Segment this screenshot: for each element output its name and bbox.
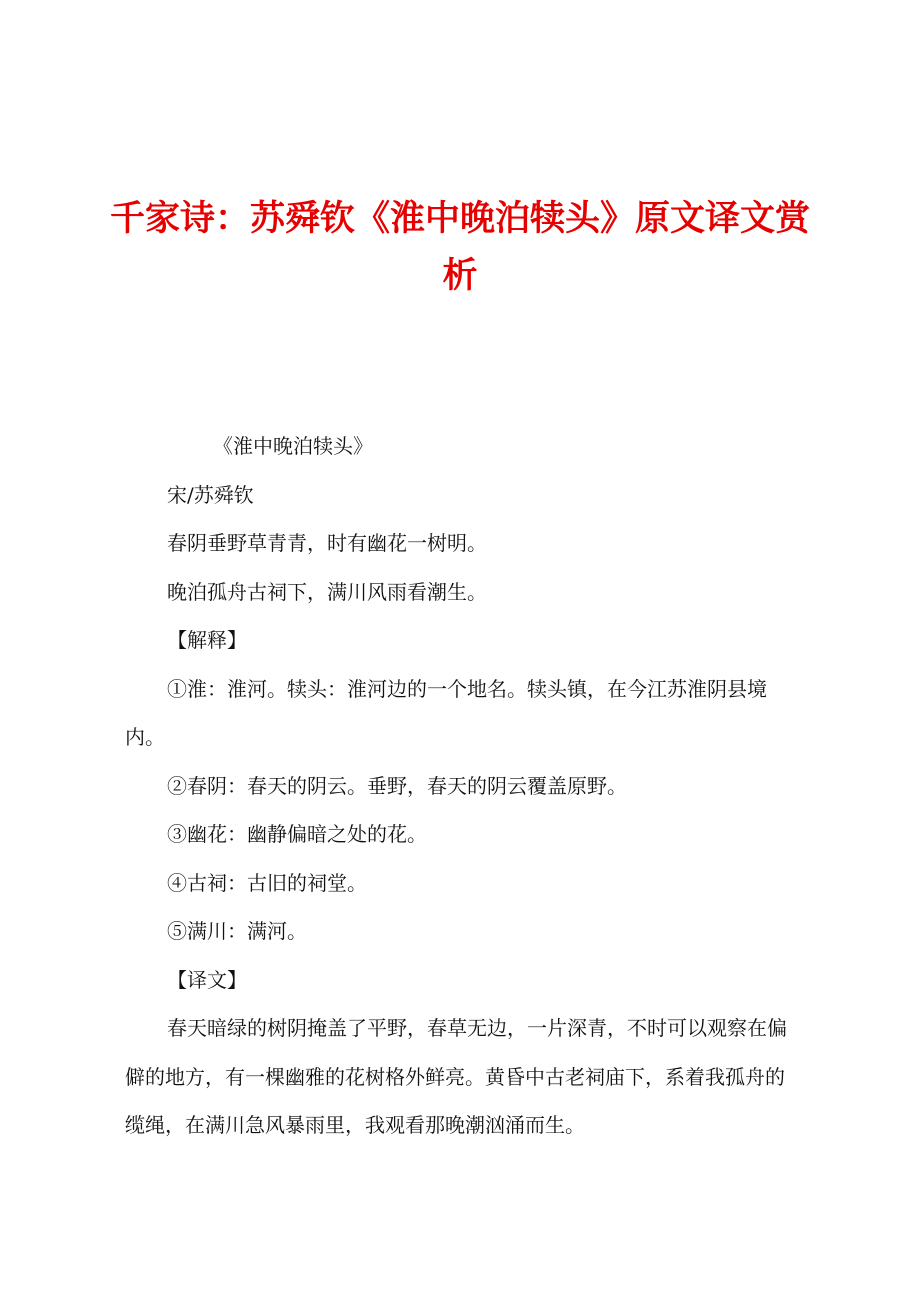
note-2: ②春阴：春天的阴云。垂野，春天的阴云覆盖原野。 bbox=[167, 773, 627, 798]
note-4: ④古祠：古旧的祠堂。 bbox=[167, 870, 367, 895]
document-title: 千家诗：苏舜钦《淮中晚泊犊头》原文译文赏析 bbox=[110, 198, 811, 296]
poem-line-2: 晚泊孤舟古祠下，满川风雨看潮生。 bbox=[167, 579, 487, 604]
poem-author: 宋/苏舜钦 bbox=[167, 482, 254, 507]
note-3: ③幽花：幽静偏暗之处的花。 bbox=[167, 822, 427, 846]
poem-line-1: 春阴垂野草青青，时有幽花一树明。 bbox=[167, 531, 487, 555]
document-body bbox=[125, 422, 795, 1150]
poem-title: 《淮中晚泊犊头》 bbox=[213, 434, 373, 458]
notes-heading: 【解释】 bbox=[167, 628, 247, 652]
translation-text: 春天暗绿的树阴掩盖了平野，春草无边，一片深青，不时可以观察在偏僻的地方，有一棵幽雅的花树格外鲜亮。黄昏中古老祠庙下，系着我孤舟的缆绳，在满川急风暴雨里，我观看那晚潮汹涌而生。 bbox=[125, 1016, 787, 1137]
note-5: ⑤满川：满河。 bbox=[167, 919, 307, 943]
note-1: ①淮：淮河。犊头：淮河边的一个地名。犊头镇，在今江苏淮阴县境内。 bbox=[125, 676, 767, 749]
translation-heading: 【译文】 bbox=[167, 967, 247, 992]
